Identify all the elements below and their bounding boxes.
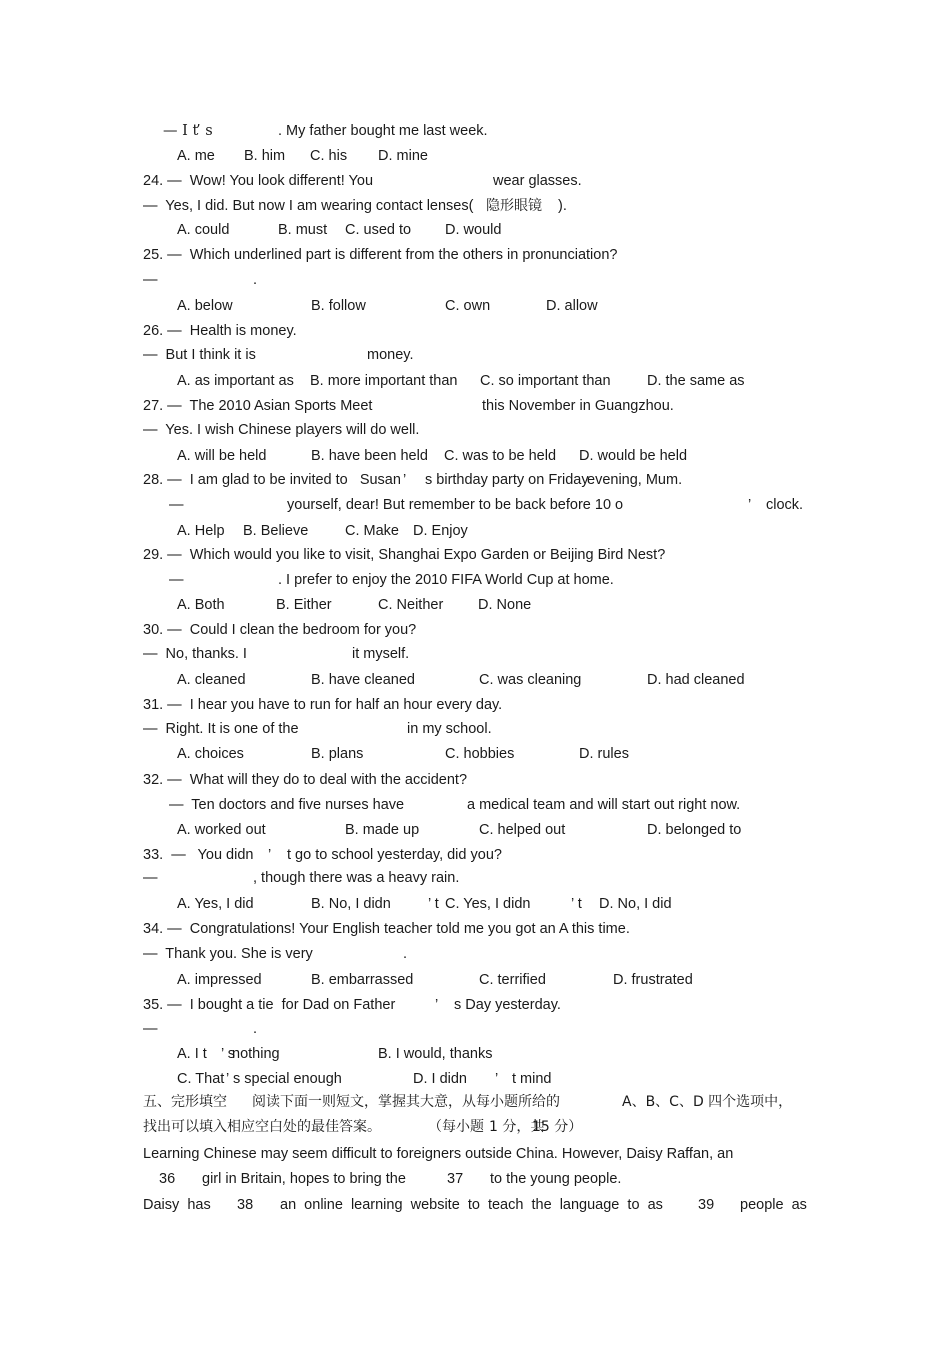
text-l31-seg1: , though there was a heavy rain. xyxy=(253,870,460,886)
text-l38-seg2: nothing xyxy=(232,1046,280,1062)
text-l34-seg1: . xyxy=(403,946,408,962)
text-l10-seg1: money. xyxy=(367,347,414,363)
text-l40-seg1: 阅读下面一则短文，掌握其大意，从每小题所给的 xyxy=(252,1094,560,1110)
text-l16-seg0: — xyxy=(169,497,184,513)
text-l08-seg2: C. own xyxy=(445,298,491,314)
text-l15-seg3: evening, Mum. xyxy=(587,472,683,488)
text-l13-seg0: — Yes. I wish Chinese players will do well. xyxy=(143,422,420,438)
text-l30-seg1: ’ xyxy=(268,847,272,863)
text-l41-seg1: （每小题 xyxy=(428,1119,484,1135)
text-l37-seg1: . xyxy=(253,1021,258,1037)
text-l37-seg0: — xyxy=(143,1021,158,1037)
text-l40-seg2: A、B、C、D 四个选项中， xyxy=(622,1094,793,1110)
text-l04-seg1: 隐形眼镜 xyxy=(486,198,542,214)
text-l39-seg1: ’ xyxy=(226,1071,230,1087)
text-l07-seg0: — xyxy=(143,272,158,288)
text-l41-seg0: 找出可以填入相应空白处的最佳答案。 xyxy=(143,1119,381,1135)
text-l11-seg0: A. as important as xyxy=(177,373,294,389)
text-l04-seg0: — Yes, I did. But now I am wearing contact lenses( xyxy=(143,198,474,214)
text-l17-seg0: A. Help xyxy=(177,523,225,539)
text-l44-seg2: an online learning website to teach the language to as xyxy=(280,1197,663,1213)
text-l26-seg2: C. hobbies xyxy=(445,746,515,762)
text-l32-seg1: B. No, I didn xyxy=(311,896,391,912)
text-l16-seg3: clock. xyxy=(766,497,804,513)
text-l05-seg3: D. would xyxy=(445,222,502,238)
text-l29-seg1: B. made up xyxy=(345,822,420,838)
text-l32-seg3: C. Yes, I didn xyxy=(445,896,531,912)
text-l18-seg0: 29. — Which would you like to visit, Shanghai Expo Garden or Beijing Bird Nest? xyxy=(143,547,666,563)
text-l36-seg1: ’ xyxy=(435,997,439,1013)
text-l43-seg3: to the young people. xyxy=(490,1171,622,1187)
text-l08-seg1: B. follow xyxy=(311,298,366,314)
text-l34-seg0: — Thank you. She is very xyxy=(143,946,313,962)
text-l14-seg0: A. will be held xyxy=(177,448,267,464)
text-l44-seg3: 39 xyxy=(698,1197,715,1213)
text-l41-seg3: 15 分） xyxy=(532,1119,583,1135)
text-l32-seg0: A. Yes, I did xyxy=(177,896,254,912)
text-l01-seg2: ’ s xyxy=(196,123,213,139)
text-l02-seg3: D. mine xyxy=(378,148,428,164)
text-l28-seg0: — Ten doctors and five nurses have xyxy=(169,797,405,813)
text-l02-seg0: A. me xyxy=(177,148,215,164)
text-l26-seg3: D. rules xyxy=(579,746,629,762)
text-l35-seg0: A. impressed xyxy=(177,972,262,988)
text-l01-seg0: — I t xyxy=(163,123,199,139)
text-l35-seg1: B. embarrassed xyxy=(311,972,414,988)
text-l07-seg1: . xyxy=(253,272,258,288)
text-l02-seg1: B. him xyxy=(244,148,286,164)
text-l33-seg0: 34. — Congratulations! Your English teacher told me you got an A this time. xyxy=(143,921,630,937)
text-l26-seg1: B. plans xyxy=(311,746,364,762)
text-l11-seg3: D. the same as xyxy=(647,373,745,389)
text-l15-seg1: ’ xyxy=(403,472,407,488)
text-l26-seg0: A. choices xyxy=(177,746,244,762)
text-l20-seg3: D. None xyxy=(478,597,532,613)
text-l23-seg2: C. was cleaning xyxy=(479,672,582,688)
text-l12-seg0: 27. — The 2010 Asian Sports Meet xyxy=(143,398,373,414)
text-l36-seg0: 35. — I bought a tie for Dad on Father xyxy=(143,997,396,1013)
text-l19-seg1: . I prefer to enjoy the 2010 FIFA World Cup at home. xyxy=(278,572,614,588)
text-l38-seg1: ’ s xyxy=(221,1046,235,1062)
text-l11-seg1: B. more important than xyxy=(310,373,458,389)
text-l32-seg2: ’ t xyxy=(428,896,439,912)
text-l02-seg2: C. his xyxy=(310,148,348,164)
text-l05-seg0: A. could xyxy=(177,222,230,238)
text-l05-seg2: C. used to xyxy=(345,222,412,238)
text-l20-seg2: C. Neither xyxy=(378,597,444,613)
text-l16-seg2: ’ xyxy=(748,497,752,513)
text-l32-seg5: D. No, I did xyxy=(599,896,672,912)
text-l31-seg0: — xyxy=(143,870,158,886)
text-l39-seg0: C. That xyxy=(177,1071,225,1087)
text-l38-seg0: A. I t xyxy=(177,1046,207,1062)
text-l04-seg2: ). xyxy=(558,198,567,214)
text-l08-seg0: A. below xyxy=(177,298,233,314)
text-l06-seg0: 25. — Which underlined part is different from the others in pronunciation? xyxy=(143,247,618,263)
text-l25-seg1: in my school. xyxy=(407,721,492,737)
text-l23-seg3: D. had cleaned xyxy=(647,672,745,688)
text-l05-seg1: B. must xyxy=(278,222,328,238)
text-l24-seg0: 31. — I hear you have to run for half an hour every day. xyxy=(143,697,503,713)
text-l32-seg4: ’ t xyxy=(571,896,582,912)
text-l03-seg1: wear glasses. xyxy=(493,173,582,189)
text-l14-seg2: C. was to be held xyxy=(444,448,557,464)
text-l36-seg2: s Day yesterday. xyxy=(454,997,561,1013)
text-l41-seg2: 1 分，共 xyxy=(489,1119,545,1135)
text-l44-seg0: Daisy has xyxy=(143,1197,211,1213)
text-l22-seg1: it myself. xyxy=(352,646,410,662)
text-l43-seg1: girl in Britain, hopes to bring the xyxy=(202,1171,406,1187)
text-l14-seg3: D. would be held xyxy=(579,448,688,464)
text-l30-seg0: 33. — You didn xyxy=(143,847,254,863)
text-l19-seg0: — xyxy=(169,572,184,588)
text-l38-seg3: B. I would, thanks xyxy=(378,1046,493,1062)
text-l27-seg0: 32. — What will they do to deal with the accident? xyxy=(143,772,468,788)
text-l22-seg0: — No, thanks. I xyxy=(143,646,247,662)
text-l23-seg0: A. cleaned xyxy=(177,672,246,688)
text-l12-seg1: this November in Guangzhou. xyxy=(482,398,674,414)
text-l39-seg5: t mind xyxy=(512,1071,552,1087)
text-l10-seg0: — But I think it is xyxy=(143,347,256,363)
text-l09-seg0: 26. — Health is money. xyxy=(143,323,297,339)
text-l17-seg1: B. Believe xyxy=(243,523,309,539)
text-l30-seg2: t go to school yesterday, did you? xyxy=(287,847,502,863)
text-l43-seg2: 37 xyxy=(447,1171,464,1187)
text-l42-seg0: Learning Chinese may seem difficult to foreigners outside China. However, Daisy Raffan, an xyxy=(143,1146,734,1162)
text-l17-seg2: C. Make xyxy=(345,523,399,539)
text-l28-seg1: a medical team and will start out right now. xyxy=(467,797,741,813)
text-l39-seg4: ’ xyxy=(495,1071,499,1087)
text-l44-seg1: 38 xyxy=(237,1197,254,1213)
text-l16-seg1: yourself, dear! But remember to be back before 10 o xyxy=(287,497,624,513)
text-l14-seg1: B. have been held xyxy=(311,448,428,464)
text-l40-seg0: 五、完形填空 xyxy=(143,1094,227,1110)
text-l44-seg4: people as xyxy=(740,1197,807,1213)
text-l20-seg0: A. Both xyxy=(177,597,225,613)
text-l01-seg3: . My father bought me last week. xyxy=(278,123,488,139)
text-l39-seg3: D. I didn xyxy=(413,1071,467,1087)
text-l35-seg2: C. terrified xyxy=(479,972,546,988)
text-l17-seg3: D. Enjoy xyxy=(413,523,468,539)
text-l21-seg0: 30. — Could I clean the bedroom for you? xyxy=(143,622,417,638)
text-l15-seg0: 28. — I am glad to be invited to Susan xyxy=(143,472,401,488)
text-l39-seg2: s special enough xyxy=(233,1071,342,1087)
text-l23-seg1: B. have cleaned xyxy=(311,672,415,688)
text-l29-seg2: C. helped out xyxy=(479,822,566,838)
text-l35-seg3: D. frustrated xyxy=(613,972,693,988)
text-l01-seg1 xyxy=(190,122,194,140)
text-l29-seg0: A. worked out xyxy=(177,822,266,838)
text-l20-seg1: B. Either xyxy=(276,597,332,613)
text-l11-seg2: C. so important than xyxy=(480,373,611,389)
text-l43-seg0: 36 xyxy=(159,1171,176,1187)
text-l25-seg0: — Right. It is one of the xyxy=(143,721,299,737)
text-l15-seg2: s birthday party on Friday xyxy=(425,472,589,488)
text-l08-seg3: D. allow xyxy=(546,298,598,314)
text-l29-seg3: D. belonged to xyxy=(647,822,742,838)
text-l03-seg0: 24. — Wow! You look different! You xyxy=(143,173,374,189)
